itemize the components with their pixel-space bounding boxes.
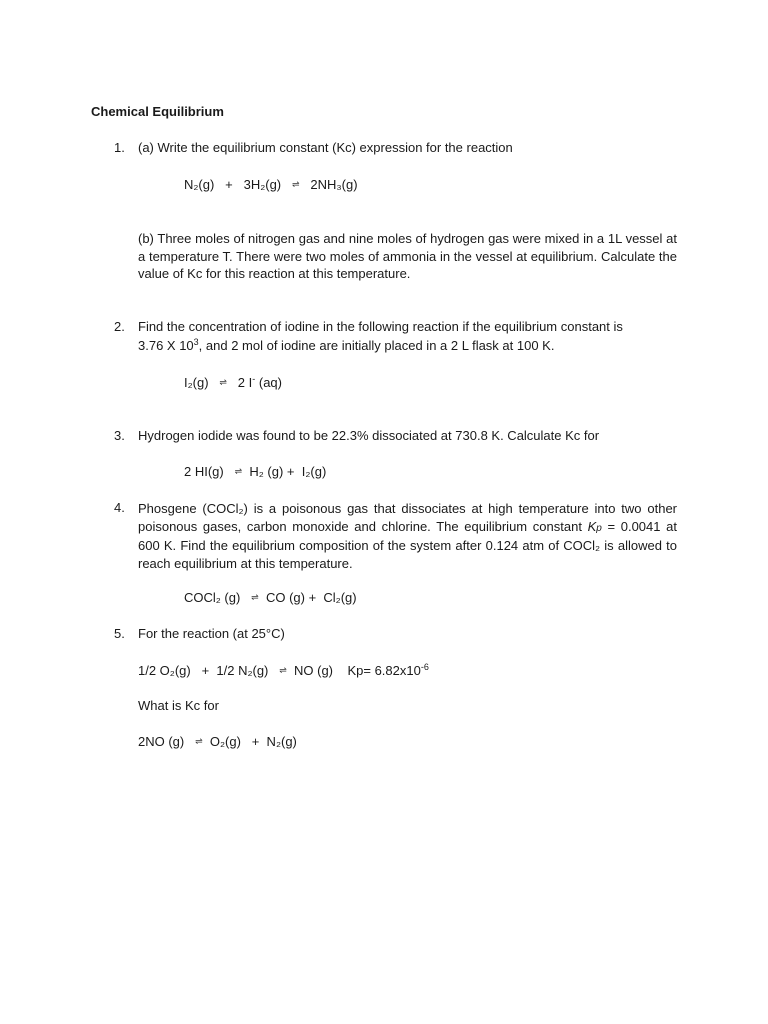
equation-products: CO (g) + Cl₂(g) [265, 590, 357, 605]
equation-products-state: (aq) [255, 375, 282, 390]
equation-products: 2 I [237, 375, 253, 390]
question-4-text-part-2: = 0.0041 at 600 K. Find the equilibrium composition of the system after 0.124 atm of COCl₂ is allowed to reach equilibrium at this temperature. [138, 518, 677, 571]
equation-products: H₂ (g) + I₂(g) [249, 464, 327, 479]
equilibrium-arrow-icon: ⇌ [279, 665, 287, 675]
equation-reactants: 1/2 O₂(g) + 1/2 N₂(g) [138, 663, 269, 678]
question-1-number: 1. [114, 140, 125, 155]
question-3-text: Hydrogen iodide was found to be 22.3% dissociated at 730.8 K. Calculate Kc for [138, 428, 600, 443]
question-4-equation [184, 590, 357, 605]
equation-products: O₂(g) + N₂(g) [209, 734, 297, 749]
equation-products: NO (g) Kp= 6.82x10 [294, 663, 421, 678]
equation-products: 2NH₃(g) [310, 177, 358, 192]
equilibrium-arrow-icon: ⇌ [234, 466, 243, 476]
question-3-number: 3. [114, 428, 125, 443]
equilibrium-arrow-icon: ⇌ [291, 179, 300, 189]
question-4-text-part-1: Phosgene (COCl₂) is a poisonous gas that dissociates at high temperature into two other poisonous gases, carbon monoxide and chlorine. The equilibrium constant [138, 501, 677, 534]
question-2-equation [184, 374, 282, 390]
kp-subscript: p [596, 522, 602, 534]
question-4-text [138, 500, 677, 572]
equation-reactants: I₂(g) [184, 375, 209, 390]
question-3-equation [184, 464, 326, 479]
question-2-text-line-2 [138, 337, 554, 353]
question-1b-text: (b) Three moles of nitrogen gas and nine moles of hydrogen gas were mixed in a 1L vessel at a temperature T. There were two moles of ammonia in the vessel at equilibrium. Calculate the value of Kc for this reaction at this temperature. [138, 231, 677, 281]
question-5-prompt: What is Kc for [138, 698, 219, 713]
question-1-equation [184, 177, 358, 192]
question-5-text: For the reaction (at 25°C) [138, 626, 285, 641]
question-2-text-tail: , and 2 mol of iodine are initially placed in a 2 L flask at 100 K. [198, 338, 555, 353]
equilibrium-arrow-icon: ⇌ [219, 377, 227, 387]
kp-symbol: K [587, 518, 597, 534]
equilibrium-arrow-icon: ⇌ [195, 736, 203, 746]
question-2-text-line-1: Find the concentration of iodine in the following reaction if the equilibrium constant is [138, 319, 623, 334]
equilibrium-arrow-icon: ⇌ [251, 592, 259, 602]
equilibrium-constant-value: 3.76 X 10 [138, 338, 194, 353]
equation-reactants: COCl₂ (g) [184, 590, 241, 605]
charge-superscript: - [252, 374, 256, 384]
question-5-number: 5. [114, 626, 125, 641]
question-2-number: 2. [114, 319, 125, 334]
equation-reactants: 2NO (g) [138, 734, 185, 749]
equation-reactants: N₂(g) + 3H₂(g) [184, 177, 282, 192]
exponent: 3 [193, 337, 199, 347]
document-title: Chemical Equilibrium [91, 104, 224, 119]
question-5-equation-2 [138, 734, 297, 749]
exponent: -6 [420, 662, 429, 672]
equation-reactants: 2 HI(g) [184, 464, 224, 479]
question-1a-text: (a) Write the equilibrium constant (Kc) expression for the reaction [138, 140, 513, 155]
question-5-equation-1 [138, 662, 429, 678]
question-4-number: 4. [114, 500, 125, 515]
